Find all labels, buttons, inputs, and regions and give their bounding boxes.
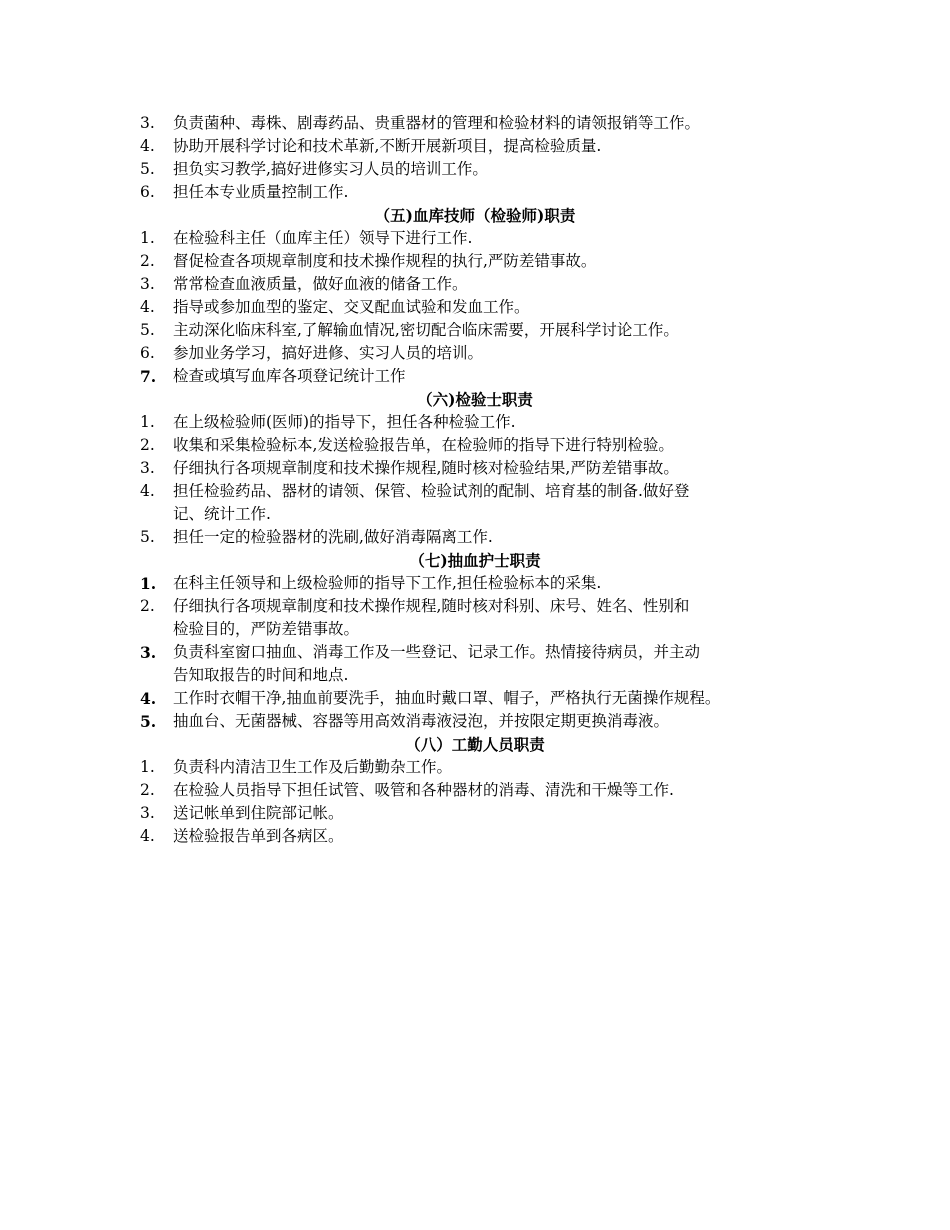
section-heading-blood-bank-technician: （五)血库技师（检验师)职责 bbox=[374, 206, 576, 225]
item-number: 5. bbox=[140, 712, 157, 731]
list-item bbox=[0, 779, 950, 802]
list-item bbox=[0, 273, 950, 296]
item-number: 6. bbox=[140, 344, 155, 362]
item-number: 1. bbox=[140, 758, 155, 776]
item-text: 在检验科主任（血库主任）领导下进行工作. bbox=[173, 229, 473, 247]
item-number: 3. bbox=[140, 643, 157, 662]
item-text: 送记帐单到住院部记帐。 bbox=[173, 804, 344, 822]
item-number: 3. bbox=[140, 275, 155, 293]
item-text: 仔细执行各项规章制度和技术操作规程,随时核对科别、床号、姓名、性别和 bbox=[173, 597, 690, 615]
list-item bbox=[0, 687, 950, 710]
item-text: 收集和采集检验标本,发送检验报告单，在检验师的指导下进行特别检验。 bbox=[173, 436, 674, 454]
item-number: 1. bbox=[140, 574, 157, 593]
list-item bbox=[0, 296, 950, 319]
item-text: 记、统计工作. bbox=[173, 505, 271, 523]
item-text: 抽血台、无菌器械、容器等用高效消毒液浸泡，并按限定期更换消毒液。 bbox=[173, 712, 670, 730]
document-page bbox=[0, 112, 950, 848]
section7-list bbox=[0, 572, 950, 733]
item-text: 担任检验药品、器材的请领、保管、检验试剂的配制、培育基的制备.做好登 bbox=[173, 482, 690, 500]
list-item bbox=[0, 802, 950, 825]
section8-list bbox=[0, 756, 950, 848]
item-text: 常常检查血液质量，做好血液的储备工作。 bbox=[173, 275, 468, 293]
section5-list bbox=[0, 227, 950, 388]
list-item bbox=[0, 181, 950, 204]
section-heading-phlebotomy-nurse: （七)抽血护士职责 bbox=[409, 551, 541, 570]
list-item bbox=[0, 342, 950, 365]
item-text: 担负实习教学,搞好进修实习人员的培训工作。 bbox=[173, 160, 488, 178]
item-number: 5. bbox=[140, 160, 155, 178]
item-text: 负责科内清洁卫生工作及后勤勤杂工作。 bbox=[173, 758, 453, 776]
item-text: 在检验人员指导下担任试管、吸管和各种器材的消毒、清洗和干燥等工作. bbox=[173, 781, 674, 799]
item-number: 7. bbox=[140, 367, 157, 386]
section-heading-lab-technician: （六)检验士职责 bbox=[417, 390, 533, 409]
list-item bbox=[0, 250, 950, 273]
item-text: 担任一定的检验器材的洗刷,做好消毒隔离工作. bbox=[173, 528, 493, 546]
item-number: 4. bbox=[140, 827, 155, 845]
list-item-continuation bbox=[0, 503, 950, 526]
item-text: 送检验报告单到各病区。 bbox=[173, 827, 344, 845]
list-item bbox=[0, 572, 950, 595]
item-text: 仔细执行各项规章制度和技术操作规程,随时核对检验结果,严防差错事故。 bbox=[173, 459, 679, 477]
item-text: 担任本专业质量控制工作. bbox=[173, 183, 349, 201]
list-item bbox=[0, 595, 950, 618]
list-item bbox=[0, 825, 950, 848]
item-number: 4. bbox=[140, 689, 157, 708]
item-text: 工作时衣帽干净,抽血前要洗手，抽血时戴口罩、帽子，严格执行无菌操作规程。 bbox=[173, 689, 721, 707]
item-text: 参加业务学习，搞好进修、实习人员的培训。 bbox=[173, 344, 484, 362]
item-text: 主动深化临床科室,了解输血情况,密切配合临床需要，开展科学讨论工作。 bbox=[173, 321, 679, 339]
item-number: 2. bbox=[140, 436, 155, 454]
item-number: 3. bbox=[140, 804, 155, 822]
item-text: 督促检查各项规章制度和技术操作规程的执行,严防差错事故。 bbox=[173, 252, 597, 270]
list-item bbox=[0, 526, 950, 549]
item-number: 2. bbox=[140, 781, 155, 799]
section-prev-list bbox=[0, 112, 950, 204]
item-text: 指导或参加血型的鉴定、交叉配血试验和发血工作。 bbox=[173, 298, 530, 316]
list-item bbox=[0, 434, 950, 457]
list-item bbox=[0, 158, 950, 181]
item-number: 3. bbox=[140, 459, 155, 477]
item-number: 4. bbox=[140, 298, 155, 316]
item-text: 负责科室窗口抽血、消毒工作及一些登记、记录工作。热情接待病员，并主动 bbox=[173, 643, 701, 661]
item-text: 检查或填写血库各项登记统计工作 bbox=[173, 367, 406, 385]
list-item bbox=[0, 457, 950, 480]
list-item bbox=[0, 112, 950, 135]
item-text: 协助开展科学讨论和技术革新,不断开展新项目，提高检验质量. bbox=[173, 137, 602, 155]
item-number: 2. bbox=[140, 597, 155, 615]
item-number: 3. bbox=[140, 114, 155, 132]
list-item bbox=[0, 319, 950, 342]
list-item bbox=[0, 756, 950, 779]
list-item-continuation bbox=[0, 618, 950, 641]
item-number: 1. bbox=[140, 413, 155, 431]
item-text: 在科主任领导和上级检验师的指导下工作,担任检验标本的采集. bbox=[173, 574, 602, 592]
list-item bbox=[0, 480, 950, 503]
list-item bbox=[0, 227, 950, 250]
item-text: 负责菌种、毒株、剧毒药品、贵重器材的管理和检验材料的请领报销等工作。 bbox=[173, 114, 701, 132]
item-number: 5. bbox=[140, 528, 155, 546]
item-text: 检验目的，严防差错事故。 bbox=[173, 620, 360, 638]
item-number: 2. bbox=[140, 252, 155, 270]
list-item bbox=[0, 641, 950, 664]
list-item bbox=[0, 411, 950, 434]
item-number: 5. bbox=[140, 321, 155, 339]
item-number: 1. bbox=[140, 229, 155, 247]
item-number: 4. bbox=[140, 482, 155, 500]
section-heading-support-staff: （八）工勤人员职责 bbox=[405, 735, 545, 754]
item-text: 告知取报告的时间和地点. bbox=[173, 666, 349, 684]
item-text: 在上级检验师(医师)的指导下，担任各种检验工作. bbox=[173, 413, 516, 431]
section6-list bbox=[0, 411, 950, 549]
list-item bbox=[0, 135, 950, 158]
item-number: 6. bbox=[140, 183, 155, 201]
list-item bbox=[0, 365, 950, 388]
item-number: 4. bbox=[140, 137, 155, 155]
list-item bbox=[0, 710, 950, 733]
list-item-continuation bbox=[0, 664, 950, 687]
